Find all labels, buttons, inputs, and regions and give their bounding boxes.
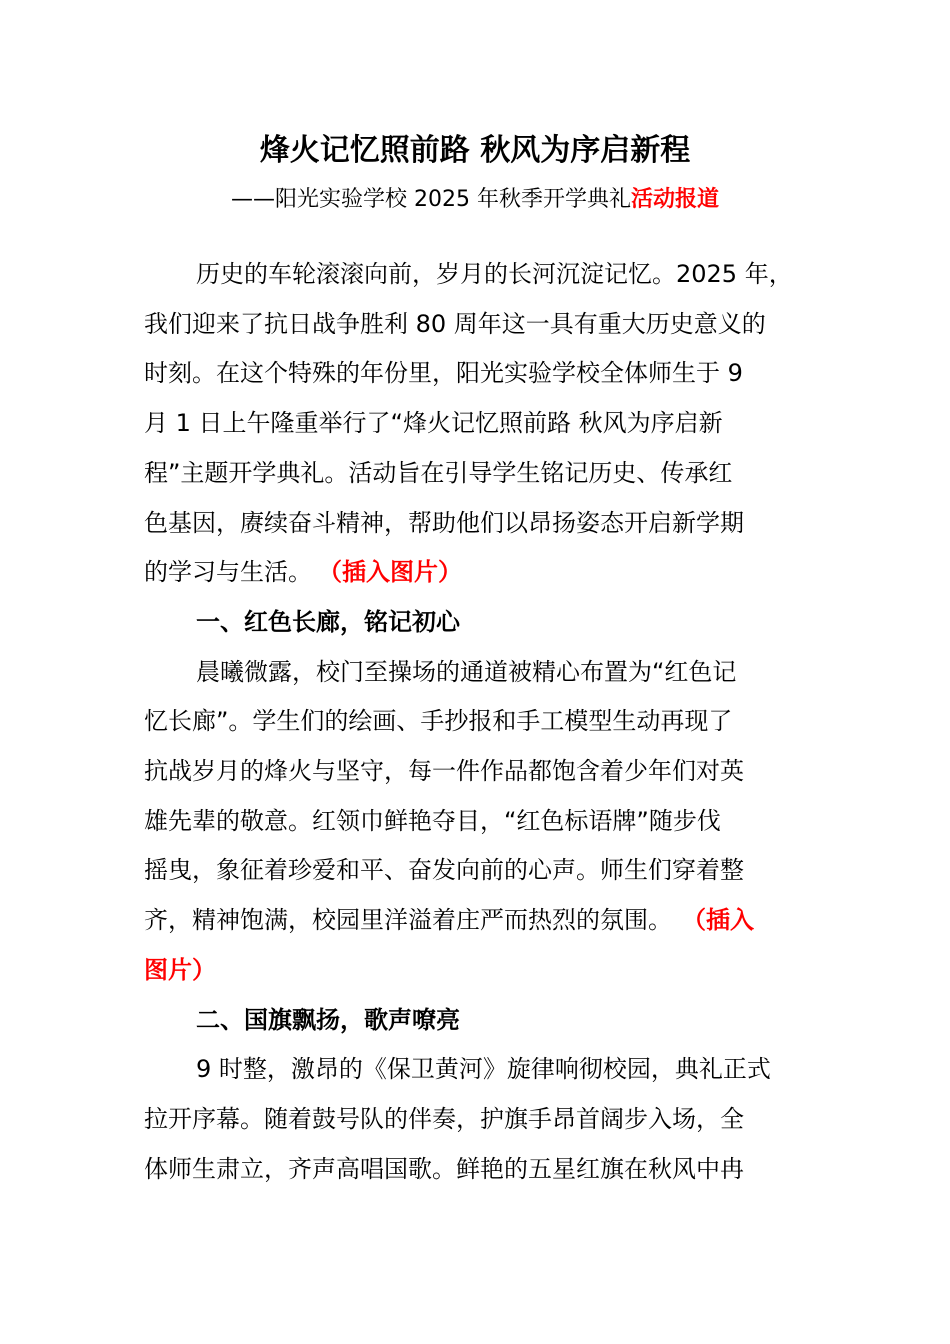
line-text: 抗战岁月的烽火与坚守，每一件作品都饱含着少年们对英: [144, 757, 744, 785]
body-line: [144, 355, 743, 391]
line-text: 月 1 日上午隆重举行了“烽火记忆照前路 秋风为序启新: [144, 409, 723, 438]
subtitle-main: ——阳光实验学校 2025 年秋季开学典礼: [231, 187, 631, 212]
body-line: [144, 405, 723, 441]
body-line: [144, 852, 744, 888]
section-heading: [196, 604, 460, 640]
body-line: [144, 902, 754, 938]
line-text: 历史的车轮滚滚向前，岁月的长河沉淀记忆。2025 年，: [196, 260, 793, 288]
body-line: [196, 256, 793, 292]
body-line: [144, 1151, 744, 1187]
line-text: 的学习与生活。: [144, 558, 312, 587]
line-text: 齐，精神饱满，校园里洋溢着庄严而热烈的氛围。: [144, 906, 672, 935]
line-text: 雄先辈的敬意。红领巾鲜艳夺目，“红色标语牌”随步伐: [144, 806, 721, 835]
body-line: [144, 803, 721, 839]
document-title: 烽火记忆照前路 秋风为序启新程: [259, 133, 691, 168]
body-line: [144, 306, 766, 342]
insert-image-note: 图片）: [144, 955, 216, 984]
line-text: 摇曳，象征着珍爱和平、奋发向前的心声。师生们穿着整: [144, 856, 744, 885]
insert-image-note: （插入: [694, 906, 754, 935]
line-text: 色基因，赓续奋斗精神，帮助他们以昂扬姿态开启新学期: [144, 508, 744, 537]
line-text: 二、国旗飘扬，歌声嘹亮: [196, 1005, 460, 1034]
body-line: [144, 952, 216, 988]
document-subtitle: [0, 182, 950, 218]
line-text: 时刻。在这个特殊的年份里，阳光实验学校全体师生于 9: [144, 359, 743, 388]
line-text: 一、红色长廊，铭记初心: [196, 607, 460, 636]
subtitle-highlight: 活动报道: [630, 187, 719, 212]
body-line: [144, 753, 744, 789]
body-line: [144, 1101, 744, 1137]
line-text: 9 时整，激昂的《保卫黄河》旋律响彻校园，典礼正式: [196, 1055, 771, 1084]
body-line: [196, 1051, 771, 1087]
line-text: 拉开序幕。随着鼓号队的伴奏，护旗手昂首阔步入场，全: [144, 1104, 744, 1133]
line-text: 程”主题开学典礼。活动旨在引导学生铭记历史、传承红: [144, 458, 733, 487]
line-text: 体师生肃立，齐声高唱国歌。鲜艳的五星红旗在秋风中冉: [144, 1154, 744, 1183]
body-line: [144, 703, 732, 739]
body-line: [144, 554, 462, 590]
line-text: 晨曦微露，校门至操场的通道被精心布置为“红色记: [196, 657, 737, 686]
insert-image-note: （插入图片）: [330, 558, 462, 587]
line-text: 忆长廊”。学生们的绘画、手抄报和手工模型生动再现了: [144, 707, 733, 736]
body-line: [144, 455, 732, 491]
body-line: [144, 505, 744, 541]
body-line: [196, 654, 736, 690]
section-heading: [196, 1002, 460, 1038]
line-text: 我们迎来了抗日战争胜利 80 周年这一具有重大历史意义的: [144, 309, 766, 338]
